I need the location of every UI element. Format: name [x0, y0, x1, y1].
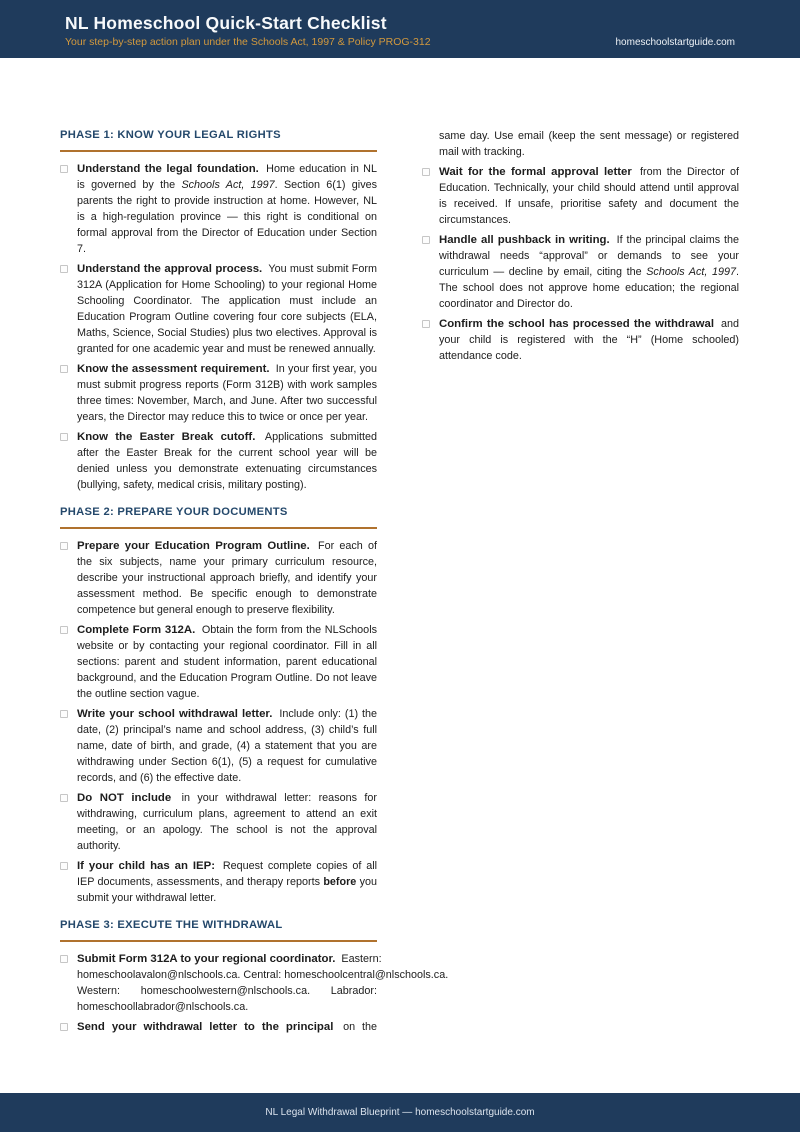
- checklist-item: [60, 161, 377, 257]
- item-text-segment: and your child is registered with the “H” (Home schooled) attendance code.: [439, 318, 740, 362]
- checklist-item-continuation: [422, 128, 739, 160]
- item-text-segment: Eastern:: [338, 953, 382, 965]
- phase-section: [422, 128, 739, 364]
- checkbox[interactable]: [60, 626, 68, 634]
- checkbox[interactable]: [60, 710, 68, 718]
- item-text: [77, 431, 377, 491]
- page-subtitle: Your step-by-step action plan under the Schools Act, 1997 & Policy PROG-312: [65, 36, 431, 49]
- item-text: [77, 363, 377, 423]
- item-text: [77, 792, 377, 852]
- item-line: [77, 967, 449, 983]
- site-url: homeschoolstartguide.com: [615, 37, 735, 48]
- item-lead: Understand the legal foundation.: [77, 163, 259, 175]
- item-text-segment: Include only: (1) the date, (2) principal’s name and school address, (3) child’s full name, date of birth, and grade, (4) a statement that you are withdrawing under Section 6(1), (5) a request for cumulative records, and (6) the effective date.: [77, 708, 377, 784]
- item-text: [439, 234, 739, 310]
- checklist-item: [422, 164, 739, 228]
- item-lead: Submit Form 312A to your regional coordinator.: [77, 953, 336, 965]
- phase-divider: [60, 940, 377, 942]
- checklist-item: [60, 538, 377, 618]
- item-text-segment: . Section 6(1) gives parents the right to provide instruction at home. However, NL is a high-regulation province — this right is conditional on formal approval from the Director of Education under Section 7.: [77, 179, 377, 255]
- item-text: [77, 540, 377, 616]
- item-text-segment: Schools Act, 1997: [646, 266, 736, 278]
- phase-heading: PHASE 2: PREPARE YOUR DOCUMENTS: [60, 506, 288, 518]
- checklist-item: [422, 232, 739, 312]
- footer: [0, 1093, 800, 1132]
- footer-text: NL Legal Withdrawal Blueprint — homeschoolstartguide.com: [265, 1107, 535, 1118]
- checklist-body: [0, 58, 800, 1093]
- page-title: NL Homeschool Quick-Start Checklist: [65, 13, 387, 34]
- item-lead: Handle all pushback in writing.: [439, 234, 610, 246]
- item-text: [77, 263, 377, 355]
- checklist-item: [60, 858, 377, 906]
- item-text: [77, 1019, 377, 1035]
- checkbox[interactable]: [60, 1023, 68, 1031]
- item-text: [77, 860, 377, 904]
- item-text: [77, 624, 377, 700]
- checklist-item: [60, 706, 377, 786]
- item-text: [439, 318, 739, 362]
- checklist-item: [60, 951, 449, 1015]
- checkbox[interactable]: [60, 794, 68, 802]
- item-lead: Understand the approval process.: [77, 263, 263, 275]
- item-line: [77, 983, 377, 999]
- item-text-segment: . The school does not approve home education; the regional coordinator and Director do.: [439, 266, 739, 310]
- item-text-segment: You must submit Form 312A (Application for Home Schooling) to your regional Home Schooling Coordinator. The application must include an Education Program Outline covering four core subjects (ELA, Maths, Science, Social Studies) plus two electives. Approval is granted for one academic year and must be renewed annually.: [77, 263, 377, 355]
- item-lead: Do NOT include: [77, 792, 172, 804]
- phase-section: [60, 128, 377, 493]
- item-text-segment: Request complete copies of all IEP documents, assessments, and therapy reports: [77, 860, 377, 888]
- item-lead: Complete Form 312A.: [77, 624, 196, 636]
- item-line: [77, 951, 382, 967]
- checkbox[interactable]: [60, 433, 68, 441]
- checklist-item: [60, 261, 377, 357]
- item-line: [77, 1019, 377, 1035]
- item-text-segment: homeschoollabrador@nlschools.ca.: [77, 1001, 249, 1013]
- item-text-segment: Western: homeschoolwestern@nlschools.ca. Labrador:: [77, 985, 377, 997]
- item-lead: Know the Easter Break cutoff.: [77, 431, 256, 443]
- item-text: [439, 166, 739, 226]
- checklist-item: [60, 622, 377, 702]
- checklist-item: [422, 316, 739, 364]
- item-text: [77, 163, 377, 255]
- item-text-segment: in your withdrawal letter: reasons for withdrawing, curriculum plans, agreement to attend an exit meeting, or an apology. The school is not the approval authority.: [77, 792, 377, 852]
- item-lead: If your child has an IEP:: [77, 860, 216, 872]
- item-text-segment: before: [323, 876, 357, 888]
- item-text-segment: same day. Use email (keep the sent message) or registered mail with tracking.: [439, 130, 739, 158]
- checkbox[interactable]: [422, 168, 430, 176]
- item-text-segment: Schools Act, 1997: [181, 179, 275, 191]
- item-lead: Write your school withdrawal letter.: [77, 708, 273, 720]
- item-text-segment: Applications submitted after the Easter Break for the current school year will be denied unless you demonstrate extenuating circumstances (bullying, safety, medical crisis, military posting).: [77, 431, 377, 491]
- phase-heading: PHASE 1: KNOW YOUR LEGAL RIGHTS: [60, 129, 281, 141]
- item-text-segment: If the principal claims the withdrawal needs “approval” or demands to see your curriculum — decline by email, citing the: [439, 234, 739, 278]
- header-text-block: [65, 14, 431, 49]
- checkbox[interactable]: [60, 862, 68, 870]
- phase-section: [60, 918, 449, 1035]
- checklist-item: [60, 790, 377, 854]
- checklist-item: [60, 429, 377, 493]
- checkbox[interactable]: [60, 365, 68, 373]
- checklist-item: [60, 1019, 377, 1035]
- item-line: [77, 999, 377, 1015]
- item-text-segment: from the Director of Education. Technically, your child should attend until approval is received. If unsafe, prioritise safety and document the circumstances.: [439, 166, 739, 226]
- item-lead: Prepare your Education Program Outline.: [77, 540, 310, 552]
- phase-divider: [60, 527, 377, 529]
- checkbox[interactable]: [60, 165, 68, 173]
- checkbox[interactable]: [60, 542, 68, 550]
- right-column: [422, 128, 739, 1093]
- item-lead: Wait for the formal approval letter: [439, 166, 632, 178]
- checkbox[interactable]: [60, 265, 68, 273]
- phase-section: [60, 505, 377, 906]
- item-text-segment: homeschoolavalon@nlschools.ca. Central: homeschoolcentral@nlschools.ca.: [77, 969, 449, 981]
- checkbox[interactable]: [422, 236, 430, 244]
- phase-divider: [60, 150, 377, 152]
- item-lead: Confirm the school has processed the withdrawal: [439, 318, 714, 330]
- item-text-segment: on the: [336, 1021, 377, 1033]
- item-text: [439, 130, 739, 158]
- item-text-segment: you submit your withdrawal letter.: [77, 876, 377, 904]
- item-text-segment: For each of the six subjects, name your primary curriculum resource, describe your instructional approach briefly, and identify your assessment method. Be specific enough to demonstrate competence but general enough to preserve flexibility.: [77, 540, 377, 616]
- item-text: [77, 708, 377, 784]
- item-text-segment: Obtain the form from the NLSchools website or by contacting your regional coordinator. Fill in all sections: parent and student information, parent educational background, and the Education Program Outline. Do not leave the outline section vague.: [77, 624, 377, 700]
- item-text-segment: Home education in NL is governed by the: [77, 163, 377, 191]
- phase-heading: PHASE 3: EXECUTE THE WITHDRAWAL: [60, 919, 283, 931]
- item-text-segment: In your first year, you must submit progress reports (Form 312B) with work samples three times: November, March, and June. After two successful years, the Director may reduce this to twice or once per year.: [77, 363, 377, 423]
- item-lead: Send your withdrawal letter to the principal: [77, 1021, 334, 1033]
- item-lead: Know the assessment requirement.: [77, 363, 270, 375]
- header: [0, 0, 800, 58]
- checkbox[interactable]: [60, 955, 68, 963]
- item-text: [77, 951, 449, 1015]
- left-column: [60, 128, 449, 1093]
- checkbox[interactable]: [422, 320, 430, 328]
- checklist-item: [60, 361, 377, 425]
